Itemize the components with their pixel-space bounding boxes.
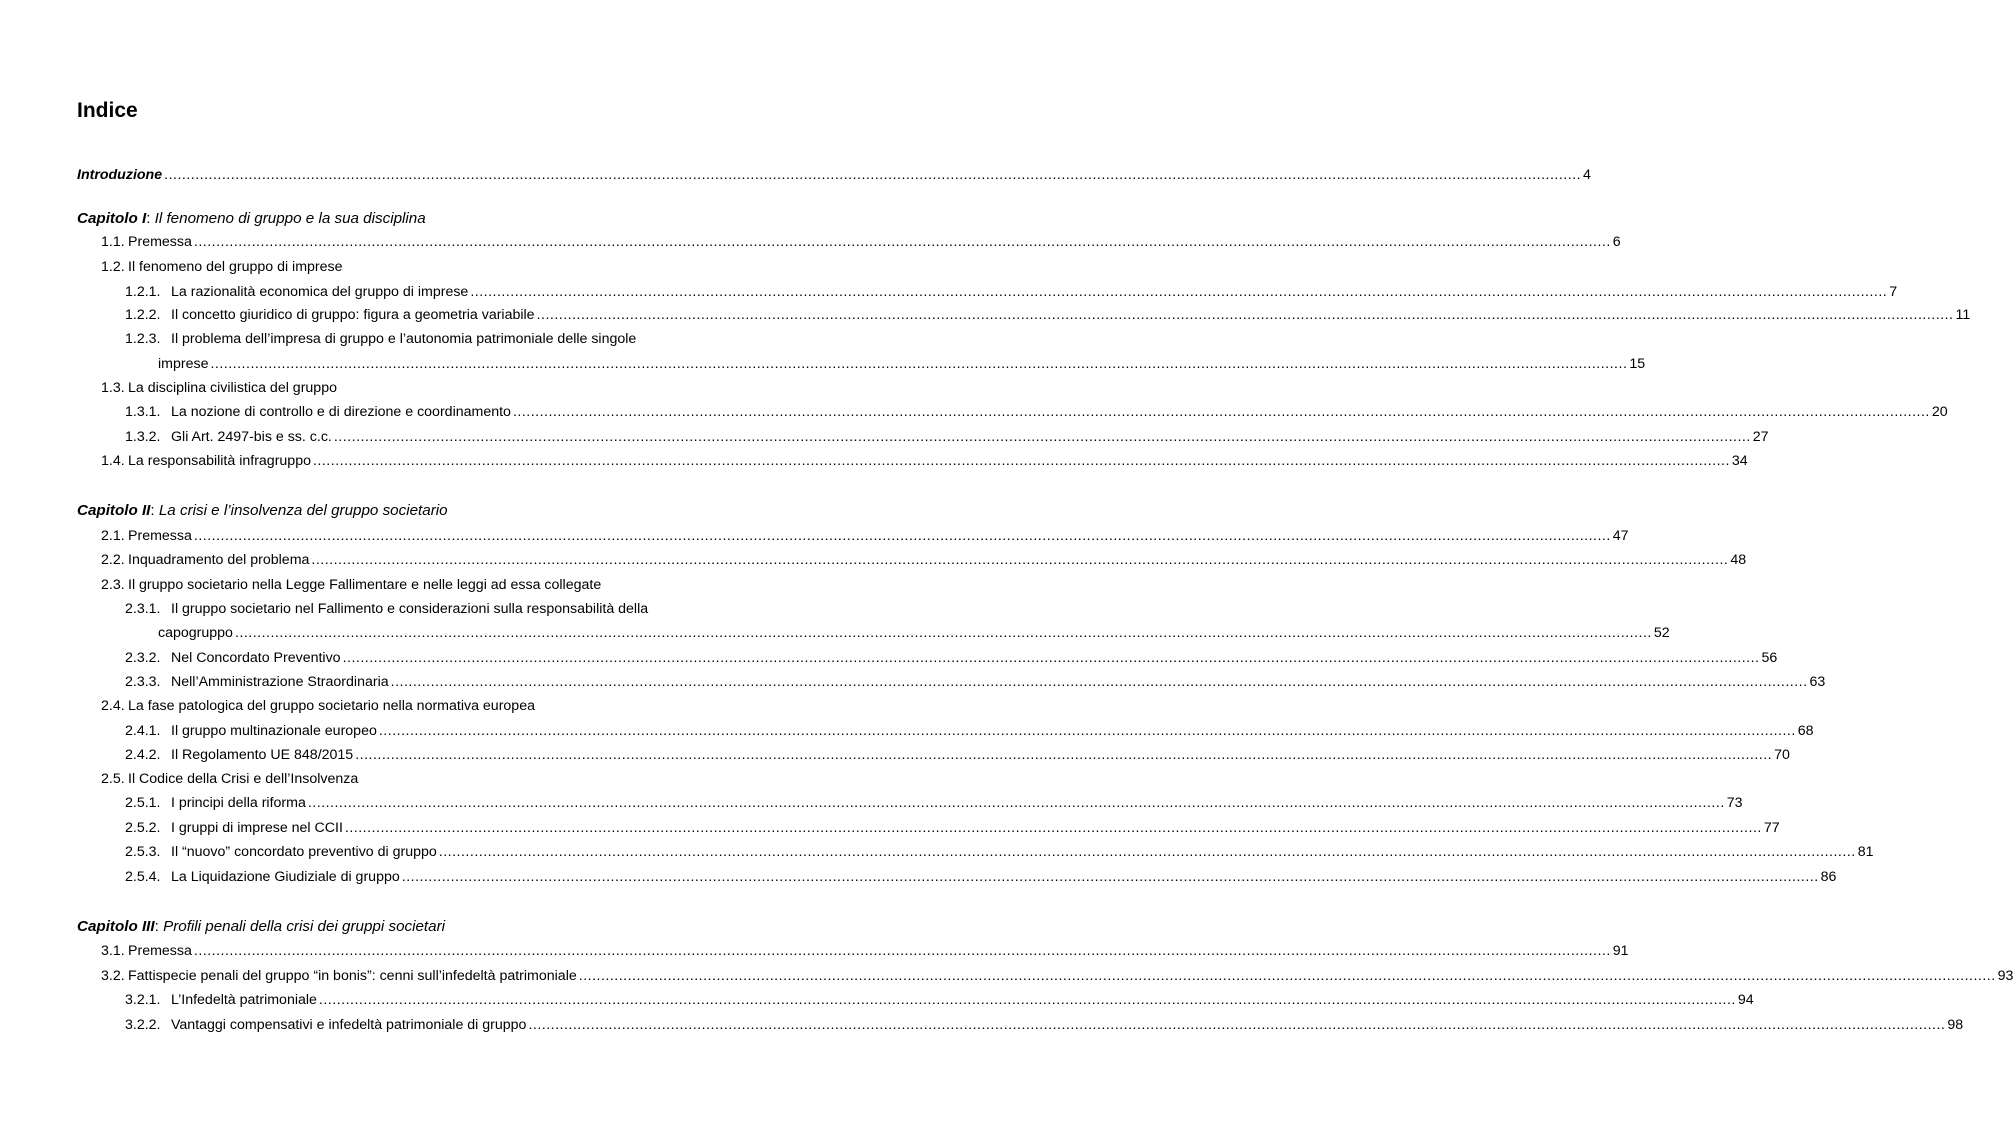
toc-page-number: 56 bbox=[1761, 650, 1778, 666]
toc-page-number: 98 bbox=[1947, 1017, 1964, 1033]
toc-page-number: 94 bbox=[1737, 992, 1754, 1008]
dot-leader bbox=[162, 164, 1583, 186]
toc-entry-3-2-1[interactable] bbox=[125, 989, 1754, 1011]
section-number: 1.3.1. bbox=[125, 404, 161, 420]
section-label: Gli Art. 2497-bis e ss. c.c. bbox=[171, 429, 332, 445]
section-label: Il gruppo multinazionale europeo bbox=[171, 723, 377, 739]
section-number: 3.1. bbox=[101, 943, 125, 959]
section-label: Il Codice della Crisi e dell’Insolvenza bbox=[128, 771, 359, 787]
dot-leader bbox=[400, 866, 1821, 888]
toc-entry-1-4[interactable] bbox=[101, 450, 1748, 472]
section-number: 2.5.4. bbox=[125, 869, 161, 885]
section-label: Il gruppo societario nella Legge Fallimentare e nelle leggi ad essa collegate bbox=[128, 577, 602, 593]
dot-leader bbox=[437, 841, 1858, 863]
chapter-label: Capitolo II bbox=[77, 502, 151, 519]
toc-page-number: 73 bbox=[1726, 795, 1743, 811]
toc-page-number: 91 bbox=[1612, 943, 1629, 959]
chapter-separator: : bbox=[154, 918, 164, 935]
dot-leader bbox=[353, 744, 1774, 766]
toc-page-number: 6 bbox=[1612, 234, 1621, 250]
section-label: Inquadramento del problema bbox=[128, 552, 310, 568]
section-label: Nell’Amministrazione Straordinaria bbox=[171, 674, 389, 690]
toc-entry-2-4[interactable] bbox=[101, 695, 535, 717]
dot-leader bbox=[309, 549, 1730, 571]
toc-page-number: 86 bbox=[1820, 869, 1837, 885]
dot-leader bbox=[526, 1014, 1947, 1036]
toc-entry-3-2[interactable] bbox=[101, 965, 2013, 987]
section-label-continuation: capogruppo bbox=[158, 625, 233, 641]
toc-entry-1-2[interactable] bbox=[101, 256, 343, 278]
section-number: 1.4. bbox=[101, 453, 125, 469]
toc-page-number: 20 bbox=[1931, 404, 1948, 420]
toc-entry-1-2-3[interactable] bbox=[125, 328, 636, 350]
section-number: 2.2. bbox=[101, 552, 125, 568]
toc-page-number: 93 bbox=[1997, 968, 2013, 984]
chapter-separator: : bbox=[146, 210, 155, 227]
toc-entry-2-3-1-cont[interactable] bbox=[158, 622, 1670, 644]
toc-entry-introduzione[interactable] bbox=[77, 164, 1591, 186]
section-number: 1.1. bbox=[101, 234, 125, 250]
chapter-heading-2[interactable] bbox=[77, 500, 448, 522]
dot-leader bbox=[389, 671, 1810, 693]
chapter-label: Capitolo I bbox=[77, 210, 147, 227]
dot-leader bbox=[511, 401, 1932, 423]
section-label: La disciplina civilistica del gruppo bbox=[128, 380, 337, 396]
chapter-title: Il fenomeno di gruppo e la sua disciplina bbox=[154, 210, 426, 227]
toc-entry-2-4-2[interactable] bbox=[125, 744, 1790, 766]
dot-leader bbox=[306, 792, 1727, 814]
section-label: Il problema dell’impresa di gruppo e l’autonomia patrimoniale delle singole bbox=[171, 331, 637, 347]
toc-entry-1-3-1[interactable] bbox=[125, 401, 1948, 423]
chapter-title: La crisi e l’insolvenza del gruppo societario bbox=[158, 502, 448, 519]
dot-leader bbox=[577, 965, 1998, 987]
toc-page-number: 68 bbox=[1797, 723, 1814, 739]
toc-entry-3-2-2[interactable] bbox=[125, 1014, 1964, 1036]
toc-page-number: 70 bbox=[1774, 747, 1790, 763]
section-number: 1.3. bbox=[101, 380, 125, 396]
toc-page-number: 63 bbox=[1809, 674, 1826, 690]
toc-entry-2-1[interactable] bbox=[101, 525, 1629, 547]
dot-leader bbox=[192, 940, 1613, 962]
section-number: 1.2.3. bbox=[125, 331, 161, 347]
toc-page-number: 34 bbox=[1731, 453, 1748, 469]
dot-leader bbox=[468, 281, 1889, 303]
dot-leader bbox=[377, 720, 1798, 742]
chapter-heading-3[interactable] bbox=[77, 916, 445, 938]
toc-page-number: 48 bbox=[1730, 552, 1747, 568]
dot-leader bbox=[233, 622, 1654, 644]
section-number: 2.1. bbox=[101, 528, 125, 544]
toc-entry-2-5-2[interactable] bbox=[125, 817, 1780, 839]
toc-entry-1-1[interactable] bbox=[101, 231, 1621, 253]
toc-entry-2-5[interactable] bbox=[101, 768, 358, 790]
section-number: 1.2. bbox=[101, 259, 125, 275]
dot-leader bbox=[332, 426, 1753, 448]
section-label: Vantaggi compensativi e infedeltà patrimoniale di gruppo bbox=[171, 1017, 527, 1033]
toc-entry-2-4-1[interactable] bbox=[125, 720, 1814, 742]
chapter-label: Capitolo III bbox=[77, 918, 155, 935]
toc-entry-label: Introduzione bbox=[77, 167, 163, 183]
section-number: 2.3.2. bbox=[125, 650, 161, 666]
chapter-title: Profili penali della crisi dei gruppi societari bbox=[163, 918, 446, 935]
section-number: 3.2.2. bbox=[125, 1017, 161, 1033]
toc-entry-2-3-3[interactable] bbox=[125, 671, 1826, 693]
section-label: L’Infedeltà patrimoniale bbox=[171, 992, 317, 1008]
dot-leader bbox=[341, 647, 1762, 669]
section-label-continuation: imprese bbox=[158, 356, 209, 372]
toc-page-number: 27 bbox=[1752, 429, 1769, 445]
toc-entry-1-3-2[interactable] bbox=[125, 426, 1769, 448]
toc-entry-2-5-1[interactable] bbox=[125, 792, 1743, 814]
section-number: 2.4.2. bbox=[125, 747, 161, 763]
section-label: Premessa bbox=[128, 234, 192, 250]
section-number: 2.5.1. bbox=[125, 795, 161, 811]
section-label: Premessa bbox=[128, 943, 192, 959]
toc-entry-2-3-2[interactable] bbox=[125, 647, 1778, 669]
dot-leader bbox=[192, 525, 1613, 547]
section-number: 2.5.2. bbox=[125, 820, 161, 836]
toc-page-number: 77 bbox=[1763, 820, 1780, 836]
section-label: Fattispecie penali del gruppo “in bonis”: cenni sull’infedeltà patrimoniale bbox=[128, 968, 577, 984]
section-label: Il fenomeno del gruppo di imprese bbox=[128, 259, 343, 275]
section-number: 1.2.1. bbox=[125, 284, 161, 300]
section-number: 3.2.1. bbox=[125, 992, 161, 1008]
toc-entry-2-5-4[interactable] bbox=[125, 866, 1837, 888]
toc-page-number: 4 bbox=[1583, 167, 1591, 183]
toc-entry-2-2[interactable] bbox=[101, 549, 1747, 571]
dot-leader bbox=[311, 450, 1732, 472]
section-label: Il gruppo societario nel Fallimento e considerazioni sulla responsabilità della bbox=[171, 601, 649, 617]
dot-leader bbox=[535, 304, 1956, 326]
toc-page-number: 47 bbox=[1612, 528, 1629, 544]
section-label: Il Regolamento UE 848/2015 bbox=[171, 747, 354, 763]
section-label: Nel Concordato Preventivo bbox=[171, 650, 341, 666]
section-label: La responsabilità infragruppo bbox=[128, 453, 311, 469]
chapter-separator: : bbox=[150, 502, 159, 519]
section-label: Il “nuovo” concordato preventivo di gruppo bbox=[171, 844, 437, 860]
dot-leader bbox=[192, 231, 1613, 253]
section-label: La nozione di controllo e di direzione e coordinamento bbox=[171, 404, 511, 420]
dot-leader bbox=[317, 989, 1738, 1011]
section-label: Il concetto giuridico di gruppo: figura a geometria variabile bbox=[171, 307, 535, 323]
section-number: 2.4.1. bbox=[125, 723, 161, 739]
section-label: Premessa bbox=[128, 528, 192, 544]
section-number: 2.3.3. bbox=[125, 674, 161, 690]
section-number: 3.2. bbox=[101, 968, 125, 984]
dot-leader bbox=[208, 353, 1629, 375]
section-number: 1.3.2. bbox=[125, 429, 161, 445]
toc-page-number: 7 bbox=[1889, 284, 1898, 300]
toc-entry-2-3-1[interactable] bbox=[125, 598, 648, 620]
section-label: I gruppi di imprese nel CCII bbox=[171, 820, 343, 836]
section-number: 2.4. bbox=[101, 698, 125, 714]
toc-entry-1-2-3-cont[interactable] bbox=[158, 353, 1646, 375]
section-label: La Liquidazione Giudiziale di gruppo bbox=[171, 869, 400, 885]
section-number: 2.5. bbox=[101, 771, 125, 787]
section-number: 1.2.2. bbox=[125, 307, 161, 323]
section-number: 2.5.3. bbox=[125, 844, 161, 860]
section-label: La fase patologica del gruppo societario nella normativa europea bbox=[128, 698, 535, 714]
toc-entry-3-1[interactable] bbox=[101, 940, 1629, 962]
dot-leader bbox=[343, 817, 1764, 839]
toc-page-number: 11 bbox=[1955, 307, 1971, 323]
section-label: I principi della riforma bbox=[171, 795, 306, 811]
toc-entry-1-2-1[interactable] bbox=[125, 281, 1898, 303]
toc-entry-2-3[interactable] bbox=[101, 574, 601, 596]
toc-page-number: 15 bbox=[1629, 356, 1646, 372]
chapter-heading-1[interactable] bbox=[77, 208, 426, 230]
toc-page-number: 81 bbox=[1857, 844, 1874, 860]
toc-entry-2-5-3[interactable] bbox=[125, 841, 1874, 863]
toc-page-number: 52 bbox=[1653, 625, 1670, 641]
toc-entry-1-3[interactable] bbox=[101, 377, 337, 399]
page-title: Indice bbox=[77, 99, 138, 122]
section-number: 2.3.1. bbox=[125, 601, 161, 617]
toc-entry-1-2-2[interactable] bbox=[125, 304, 1971, 326]
section-label: La razionalità economica del gruppo di imprese bbox=[171, 284, 469, 300]
section-number: 2.3. bbox=[101, 577, 125, 593]
